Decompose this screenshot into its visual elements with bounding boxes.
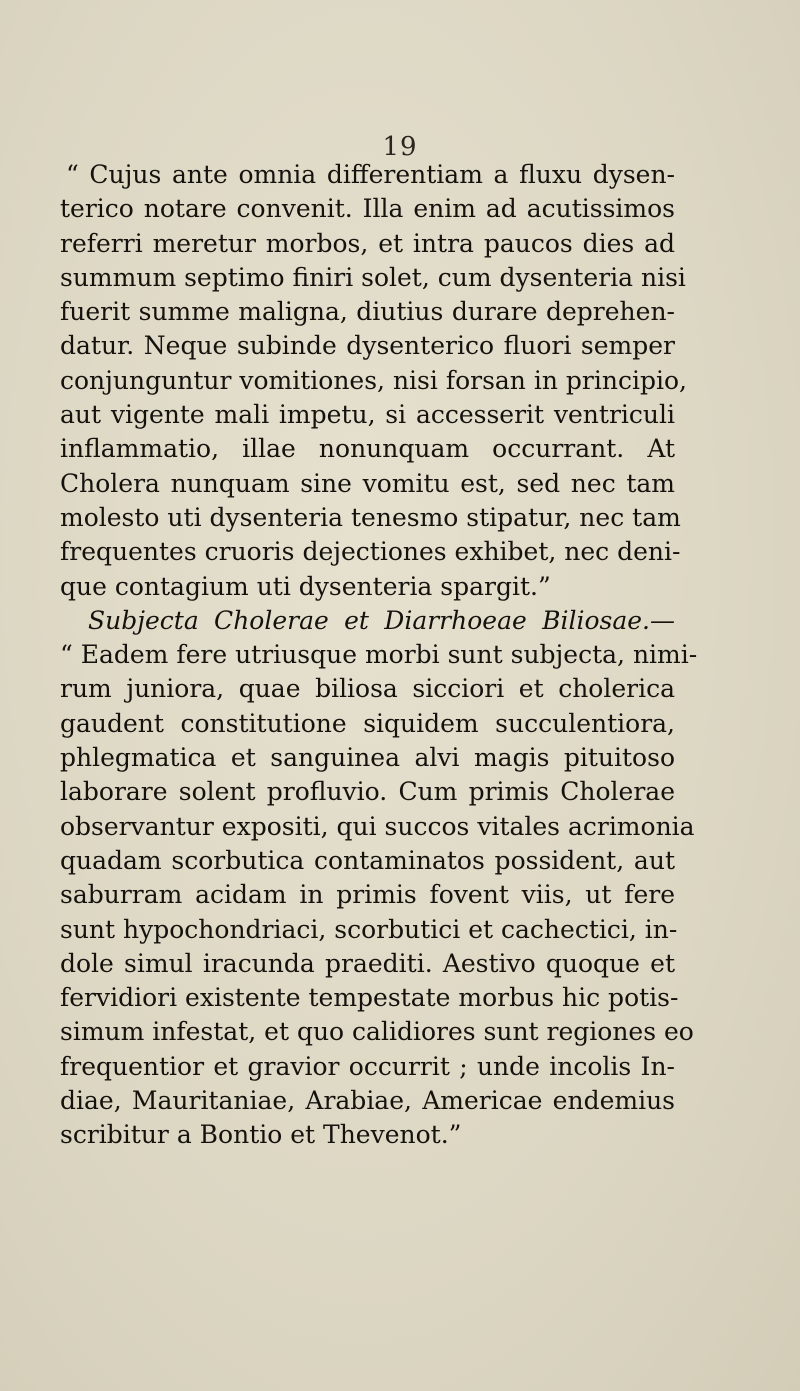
text-line: aut vigente mali impetu, si accesserit ventriculi [60,400,675,430]
text-line: que contagium uti dysenteria spargit.” [60,571,551,601]
text-line: laborare solent profluvio. Cum primis Cholerae [60,777,675,807]
text-line: datur. Neque subinde dysenterico fluori semper [60,331,675,361]
paragraph [60,158,687,604]
text-line: “ Cujus ante omnia differentiam a fluxu dysen- [66,160,675,189]
text-line: frequentes cruoris dejectiones exhibet, nec deni- [60,537,681,567]
body-text [60,158,698,1153]
text-line: quadam scorbutica contaminatos possident, aut [60,845,675,875]
text-line: dole simul iracunda praediti. Aestivo quoque et [60,948,675,978]
text-line: simum infestat, et quo calidiores sunt regiones eo [60,1017,694,1047]
text-line: scribitur a Bontio et Thevenot.” [60,1120,462,1150]
text-line: saburram acidam in primis fovent viis, ut fere [60,880,675,910]
text-line: inflammatio, illae nonunquam occurrant. At [60,434,675,464]
text-line: molesto uti dysenteria tenesmo stipatur, nec tam [60,502,681,532]
text-line: referri meretur morbos, et intra paucos dies ad [60,228,675,258]
section-heading: Subjecta Cholerae et Diarrhoeae Biliosae.— [88,605,675,635]
paragraph [60,604,698,1153]
text-line: sunt hypochondriaci, scorbutici et cachectici, in- [60,914,678,944]
text-line: fervidiori existente tempestate morbus hic potis- [60,983,679,1013]
page-number: 19 [382,132,418,162]
text-line: frequentior et gravior occurrit ; unde incolis In- [60,1051,675,1081]
text-line: diae, Mauritaniae, Arabiae, Americae endemius [60,1086,675,1116]
text-line: “ Eadem fere utriusque morbi sunt subjecta, nimi- [60,640,698,670]
text-line: fuerit summe maligna, diutius durare deprehen- [60,297,675,327]
text-line: conjunguntur vomitiones, nisi forsan in principio, [60,365,687,395]
text-line: terico notare convenit. Illa enim ad acutissimos [60,194,675,224]
text-line: gaudent constitutione siquidem succulentiora, [60,708,675,738]
text-line: observantur expositi, qui succos vitales acrimonia [60,811,695,841]
text-line: Cholera nunquam sine vomitu est, sed nec tam [60,468,675,498]
text-line: phlegmatica et sanguinea alvi magis pituitoso [60,743,675,773]
text-line: rum juniora, quae biliosa sicciori et cholerica [60,674,675,704]
text-line: summum septimo finiri solet, cum dysenteria nisi [60,262,686,292]
